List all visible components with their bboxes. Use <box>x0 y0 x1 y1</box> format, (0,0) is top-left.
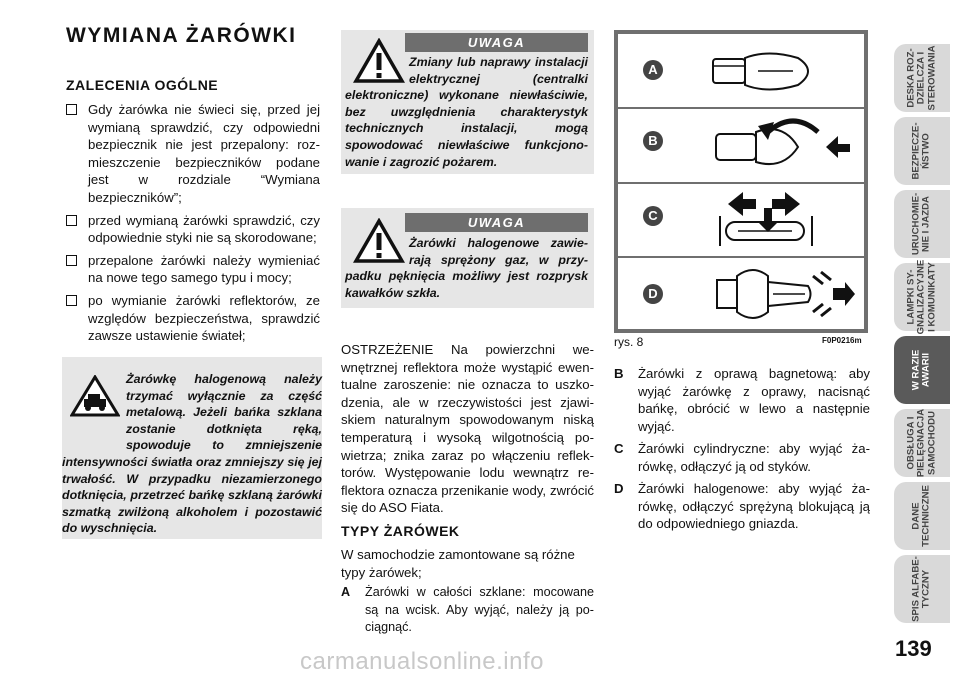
tab-uruchomienie[interactable]: URUCHOMIE- NIE I JAZDA <box>894 190 950 258</box>
halogen-note-box <box>62 357 322 539</box>
halogen-note-text: Żarówkę halogenową należy trzymać wyłącznie za część metalową. Jeżeli bańka szklana zostanie dotknięta ręką, spowoduje to zmniejszenie intensywności światła oraz zmniejszy się jej trwałość. W przypadku niezamierzonego dotknięcia, przetrzeć bańkę szklaną żarówki szmatką zwilżoną alkoholem i pozostawić do wyschnięcia. <box>62 372 322 536</box>
list-item: po wymianie żarówki reflektorów, ze względów bezpieczeństwa, sprawdzić zawsze ustawienie świateł; <box>66 292 320 345</box>
types-intro: W samochodzie zamontowane są różne typy żarówek; <box>341 547 575 580</box>
figure-label-a: A <box>643 60 663 80</box>
warning-halogen-text: Żarówki halogenowe zawierają sprężony gaz, w przypadku pęknięcia możliwy jest rozprysk kawałków szkła. <box>345 236 588 300</box>
checkbox-bullet-icon <box>66 295 77 306</box>
section-heading-types: TYPY ŻARÓWEK <box>341 523 460 539</box>
bulb-type-b: B Żarówki z oprawą bagnetową: aby wyjąć żarówkę z oprawy, nacisnąć bańkę, obrócić w lewo a następnie wyjąć. <box>614 366 870 434</box>
general-bullet-list <box>66 101 320 350</box>
list-item: Gdy żarówka nie świeci się, przed jej wymianą sprawdzić, czy odpowiedni bezpiecznik nie jest przepalony: rozmieszczenie bezpieczników podane jest w rozdziale “Wymiana bezpieczników”; <box>66 101 320 207</box>
halogen-bulb-icon <box>713 262 858 326</box>
figure-label-d: D <box>643 284 663 304</box>
warning-label: UWAGA <box>405 33 588 52</box>
list-item: przed wymianą żarówki sprawdzić, czy odpowiednie styki nie są skorodowane; <box>66 212 320 247</box>
list-item: przepalone żarówki należy wymieniać na nowe tego samego typu i mocy; <box>66 252 320 287</box>
figure-label-b: B <box>643 131 663 151</box>
glass-bulb-icon <box>708 44 838 99</box>
caution-paragraph: OSTRZEŻENIE Na powierzchni wewnętrznej reflektora może wystąpić ewentualne zaroszenie: nie oznacza to uszkodzenia, ale w rzeczywistości jest zjawiskiem naturalnym spowodowanym niską temperaturą i wysoką wilgotnością powietrza; znika zaraz po włączeniu reflektorów. Występowanie lodu wewnątrz reflektora oznacza przenikanie wody, zwrócić się do ASO Fiata. <box>341 342 594 516</box>
figure-code: F0P0216m <box>822 336 862 345</box>
tab-w-razie-awarii[interactable]: W RAZIE AWARII <box>894 336 950 404</box>
tab-deska-rozdzielcza[interactable]: DESKA ROZ- DZIELCZA I STEROWANIA <box>894 44 950 112</box>
figure-label-c: C <box>643 206 663 226</box>
checkbox-bullet-icon <box>66 104 77 115</box>
tab-lampki[interactable]: LAMPKI SY- GNALIZACYJNE I KOMUNIKATY <box>894 263 950 331</box>
checkbox-bullet-icon <box>66 255 77 266</box>
page-title: WYMIANA ŻARÓWKI <box>66 24 297 47</box>
warning-label: UWAGA <box>405 213 588 232</box>
watermark: carmanualsonline.info <box>300 648 544 675</box>
bulb-type-a: A Żarówki w całości szklane: mocowane są na wcisk. Aby wyjąć, należy ją pociągnąć. <box>341 585 594 635</box>
figure-caption: rys. 8 <box>614 335 644 349</box>
tab-spis-alfabetyczny[interactable]: SPIS ALFABE- TYCZNY <box>894 555 950 623</box>
bulb-type-d: D Żarówki halogenowe: aby wyjąć żarówkę, odłączyć sprężyną blokującą ją do odpowiedniego gniazda. <box>614 481 870 532</box>
bayonet-bulb-icon <box>708 112 858 178</box>
bulb-type-c: C Żarówki cylindryczne: aby wyjąć żarówkę, odłączyć ją od styków. <box>614 441 870 474</box>
section-heading-general: ZALECENIA OGÓLNE <box>66 77 219 93</box>
tab-obsluga[interactable]: OBSŁUGA I PIELĘGNACJA SAMOCHODU <box>894 409 950 477</box>
page-number: 139 <box>895 636 932 661</box>
tab-bezpieczenstwo[interactable]: BEZPIECZE- ŃSTWO <box>894 117 950 185</box>
cylindrical-bulb-icon <box>708 186 858 252</box>
warning-electrical-text: Zmiany lub naprawy instalacji elektrycznej (centralki elektroniczne) wykonane niewłaściwie, bez uwzględnienia charakterystyk technicznych instalacji, mogą spowodować niewłaściwe funkcjonowanie i zagrozić pożarem. <box>345 55 588 169</box>
warning-box-halogen-gas <box>341 208 594 308</box>
figure-bulb-types <box>614 30 868 333</box>
tab-dane-techniczne[interactable]: DANE TECHNICZNE <box>894 482 950 550</box>
checkbox-bullet-icon <box>66 215 77 226</box>
warning-box-electrical <box>341 30 594 174</box>
